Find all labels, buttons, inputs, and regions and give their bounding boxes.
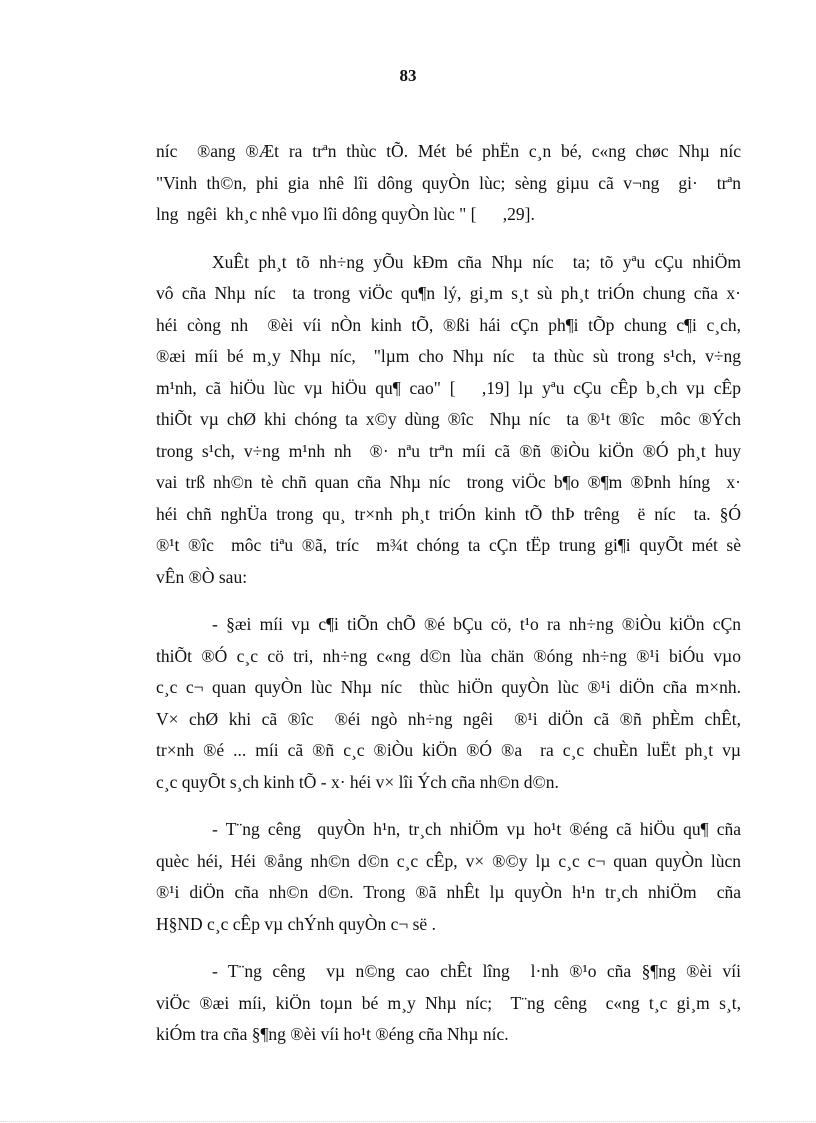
text-line: thiÕt vµ chØ khi chóng ta x©y dùng ®îc Nhµ níc ta ®¹t ®îc môc ®Ých bbox=[156, 409, 741, 429]
text-line: m¹nh, cã hiÖu lùc vµ hiÖu qu¶ cao" [ ,19] lµ yªu cÇu cÊp b¸ch vµ cÊp bbox=[156, 377, 741, 398]
text-line: vai trß nh©n tè chñ quan cña Nhµ níc trong viÖc b¶o ®¶m ®Þnh híng x· bbox=[156, 472, 741, 492]
paragraph-4 bbox=[156, 814, 741, 940]
text-line: ®¹i diÖn cña nh©n d©n. Trong ®ã nhÊt lµ quyÒn h¹n tr¸ch nhiÖm cña bbox=[156, 882, 741, 902]
paragraph-1 bbox=[156, 136, 741, 231]
text-line: XuÊt ph¸t tõ nh÷ng yÕu kÐm cña Nhµ níc ta; tõ yªu cÇu nhiÖm bbox=[212, 251, 741, 272]
text-line: trong s¹ch, v÷ng m¹nh nh ®· nªu trªn míi cã ®ñ ®iÒu kiÖn ®Ó ph¸t huy bbox=[156, 440, 741, 461]
text-line: - T¨ng cêng quyÒn h¹n, tr¸ch nhiÖm vµ ho¹t ®éng cã hiÖu qu¶ cña bbox=[212, 819, 741, 839]
text-line: - T¨ng cêng vµ n©ng cao chÊt lîng l·nh ®¹o cña §¶ng ®èi víi bbox=[212, 961, 741, 981]
text-line: vÊn ®Ò sau: bbox=[156, 566, 248, 587]
text-line: H§ND c¸c cÊp vµ chÝnh quyÒn c¬ së . bbox=[156, 913, 436, 934]
text-line: viÖc ®æi míi, kiÖn toµn bé m¸y Nhµ níc; T¨ng cêng c«ng t¸c gi¸m s¸t, bbox=[156, 992, 741, 1013]
text-line: tr×nh ®é ... míi cã ®ñ c¸c ®iÒu kiÖn ®Ó ®a ra c¸c chuÈn luËt ph¸t vµ bbox=[156, 740, 741, 760]
paragraph-2 bbox=[156, 247, 741, 594]
text-line: c¸c c¬ quan quyÒn lùc Nhµ níc thùc hiÖn quyÒn lùc ®¹i diÖn cña m×nh. bbox=[156, 677, 741, 697]
text-line: c¸c quyÕt s¸ch kinh tÕ - x· héi v× lîi Ých cña nh©n d©n. bbox=[156, 771, 559, 792]
page-number: 83 bbox=[399, 66, 417, 85]
text-line: quèc héi, Héi ®ång nh©n d©n c¸c cÊp, v× ®©y lµ c¸c c¬ quan quyÒn lùcn bbox=[156, 850, 741, 871]
text-line: lng ngêi kh¸c nhê vµo lîi dông quyÒn lùc " [ ,29]. bbox=[156, 204, 535, 224]
text-line: héi chñ nghÜa trong qu¸ tr×nh ph¸t triÓn kinh tÕ thÞ trêng ë níc ta. §Ó bbox=[156, 503, 741, 524]
text-line: kiÓm tra cña §¶ng ®èi víi ho¹t ®éng cña Nhµ níc. bbox=[156, 1024, 509, 1044]
text-line: ®æi míi bé m¸y Nhµ níc, "lµm cho Nhµ níc ta thùc sù trong s¹ch, v÷ng bbox=[156, 346, 741, 366]
text-line: V× chØ khi cã ®îc ®éi ngò nh÷ng ngêi ®¹i diÖn cã ®ñ phÈm chÊt, bbox=[156, 708, 741, 729]
page-bottom-divider bbox=[0, 1121, 816, 1122]
text-line: - §æi míi vµ c¶i tiÕn chÕ ®é bÇu cö, t¹o ra nh÷ng ®iÒu kiÖn cÇn bbox=[212, 614, 741, 634]
body-text bbox=[156, 136, 741, 1067]
paragraph-3 bbox=[156, 609, 741, 798]
text-line: thiÕt ®Ó c¸c cö tri, nh÷ng c«ng d©n lùa chän ®óng nh÷ng ®¹i biÓu vµo bbox=[156, 645, 741, 666]
text-line: ®¹t ®îc môc tiªu ®ã, tríc m¾t chóng ta cÇn tËp trung gi¶i quyÕt mét sè bbox=[156, 535, 741, 555]
text-line: "Vinh th©n, phi gia nhê lîi dông quyÒn lùc; sèng giµu cã v¬ng gi· trªn bbox=[156, 172, 741, 193]
text-line: níc ®ang ®Æt ra trªn thùc tÕ. Mét bé phËn c¸n bé, c«ng chøc Nhµ níc bbox=[156, 141, 741, 161]
text-line: héi còng nh ®èi víi nÒn kinh tÕ, ®ßi hái cÇn ph¶i tÕp chung c¶i c¸ch, bbox=[156, 314, 741, 335]
paragraph-5 bbox=[156, 956, 741, 1051]
text-line: vô cña Nhµ níc ta trong viÖc qu¶n lý, gi¸m s¸t sù ph¸t triÓn chung cña x· bbox=[156, 283, 741, 303]
